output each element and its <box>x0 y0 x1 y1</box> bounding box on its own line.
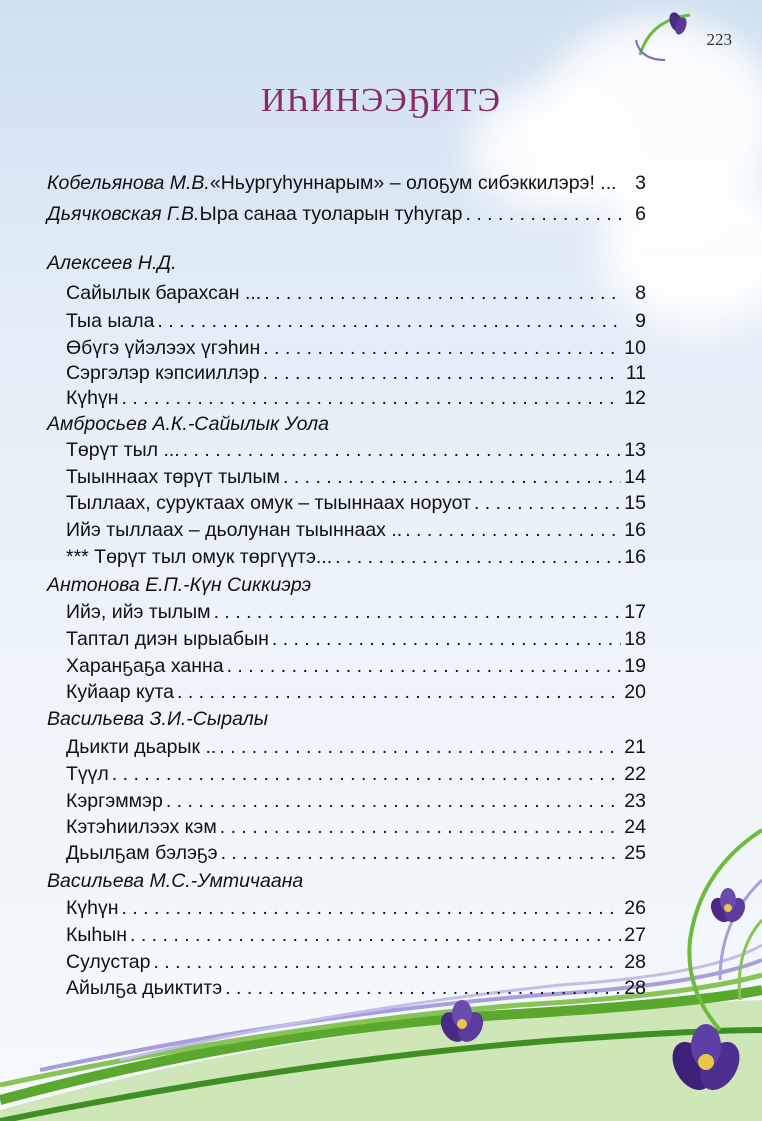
toc-entry-title: Тыллаах, суруктаах омук – тыыннаах норуот <box>66 492 471 514</box>
toc-entry[interactable] <box>66 601 646 624</box>
toc-entry-title: Сэргэлэр кэпсииллэр <box>66 362 260 384</box>
toc-page-number: 28 <box>624 951 646 973</box>
toc-entry[interactable] <box>66 924 646 947</box>
section-heading: Амбросьев А.К.-Сайылык Уола <box>47 413 329 435</box>
toc-entry[interactable] <box>66 763 646 786</box>
toc-page-number: 21 <box>624 736 646 758</box>
leader-dots <box>219 736 621 759</box>
toc-page-number: 12 <box>624 387 646 409</box>
page-number: 223 <box>706 30 732 49</box>
toc-page-number: 6 <box>635 203 646 225</box>
section-heading: Васильева З.И.-Сыралы <box>47 708 269 730</box>
leader-dots <box>272 628 621 651</box>
toc-page-number: 11 <box>625 362 646 384</box>
toc-entry[interactable] <box>66 897 646 920</box>
toc-entry-title: Түүл <box>66 763 109 785</box>
leader-dots <box>263 337 621 360</box>
toc-entry-title: Тыыннаах төрүт тылым <box>66 466 280 488</box>
toc-entry-title: Айылҕа дьиктитэ <box>66 977 223 999</box>
toc-entry-title: Ыра санаа туоларын туһугар <box>199 203 463 225</box>
leader-dots <box>225 977 621 1000</box>
toc-page-number: 16 <box>624 519 646 541</box>
leader-dots <box>177 681 621 704</box>
leader-dots <box>474 492 621 515</box>
leader-dots <box>121 897 621 920</box>
toc-entry[interactable] <box>66 655 646 678</box>
leader-dots <box>405 519 621 542</box>
toc-entry-title: Төрүт тыл ... <box>66 439 180 461</box>
toc-page-number: 14 <box>624 466 646 488</box>
toc-entry-title: Таптал диэн ырыабын <box>66 628 269 650</box>
toc-entry-title: *** Төрүт тыл омук төргүүтэ... <box>66 546 333 568</box>
toc-entry[interactable] <box>66 310 646 333</box>
toc-page-number: 17 <box>624 601 646 623</box>
toc-page-number: 23 <box>624 790 646 812</box>
leader-dots <box>620 172 621 195</box>
toc-entry-title: Ийэ, ийэ тылым <box>66 601 211 623</box>
toc-entry[interactable] <box>66 519 646 542</box>
leader-dots <box>227 655 621 678</box>
toc-page-number: 20 <box>624 681 646 703</box>
toc-author: Дьячковская Г.В. <box>47 203 200 225</box>
toc-entry[interactable] <box>66 362 646 385</box>
leader-dots <box>121 387 621 410</box>
toc-page-number: 8 <box>635 282 646 304</box>
toc-entry-title: Кэтэһиилээх кэм <box>66 816 217 838</box>
toc-entry-title: Куйаар кута <box>66 681 175 703</box>
toc-page-number: 3 <box>635 172 646 194</box>
toc-entry[interactable] <box>66 977 646 1000</box>
toc-entry-title: Кыһын <box>66 924 128 946</box>
toc-entry[interactable] <box>66 337 646 360</box>
leader-dots <box>283 466 621 489</box>
leader-dots <box>264 282 621 305</box>
toc-page-number: 25 <box>624 842 646 864</box>
toc-entry[interactable] <box>66 282 646 305</box>
toc-entry[interactable] <box>66 628 646 651</box>
toc-entry-title: Дьылҕам бэлэҕэ <box>66 842 218 864</box>
toc-entry-title: Тыа ыала <box>66 310 155 332</box>
toc-entry-title: Дьикти дьарык .. <box>66 736 217 758</box>
toc-entry-title: Харанҕаҕа ханна <box>66 655 224 677</box>
toc-entry-title: «Ньургуһуннарым» – олоҕум сибэккилэрэ! ... <box>209 172 617 194</box>
leader-dots <box>335 546 621 569</box>
flower-icon <box>707 888 749 926</box>
flower-icon <box>436 1000 488 1046</box>
toc-entry-title: Сулустар <box>66 951 151 973</box>
toc-author: Кобельянова М.В. <box>47 172 210 194</box>
toc-entry[interactable] <box>66 439 646 462</box>
toc-entry-title: Өбүгэ үйэлээх үгэһин <box>66 337 261 359</box>
toc-page-number: 26 <box>624 897 646 919</box>
leader-dots <box>153 951 621 974</box>
toc-entry[interactable] <box>66 546 646 569</box>
toc-page-number: 13 <box>624 439 646 461</box>
section-heading: Антонова Е.П.-Күн Сиккиэрэ <box>47 574 312 596</box>
section-heading: Алексеев Н.Д. <box>47 252 177 274</box>
toc-page-number: 10 <box>624 337 646 359</box>
toc-entry-title: Ийэ тыллаах – дьолунан тыыннаах .. <box>66 519 403 541</box>
section-heading: Васильева М.С.-Умтичаана <box>47 870 304 892</box>
toc-entry[interactable] <box>66 387 646 410</box>
leader-dots <box>157 310 621 333</box>
leader-dots <box>130 924 621 947</box>
toc-entry[interactable] <box>47 172 646 195</box>
toc-entry-title: Күһүн <box>66 387 119 409</box>
toc-entry[interactable] <box>66 492 646 515</box>
toc-page-number: 24 <box>624 816 646 838</box>
toc-page-number: 27 <box>624 924 646 946</box>
toc-page-number: 28 <box>624 977 646 999</box>
toc-page-number: 9 <box>635 310 646 332</box>
toc-entry-title: Күһүн <box>66 897 119 919</box>
leader-dots <box>214 601 621 624</box>
page-title: ИҺИНЭЭҔИТЭ <box>261 82 501 119</box>
toc-page-number: 18 <box>624 628 646 650</box>
toc-entry[interactable] <box>66 951 646 974</box>
toc-page-number: 22 <box>624 763 646 785</box>
leader-dots <box>262 362 621 385</box>
leader-dots <box>466 203 622 226</box>
leader-dots <box>220 816 621 839</box>
toc-entry-title: Кэргэммэр <box>66 790 163 812</box>
leader-dots <box>183 439 621 462</box>
toc-entry[interactable] <box>66 466 646 489</box>
toc-entry[interactable] <box>66 736 646 759</box>
toc-page-number: 15 <box>624 492 646 514</box>
toc-page-number: 16 <box>624 546 646 568</box>
toc-entry[interactable] <box>66 681 646 704</box>
leader-dots <box>166 790 621 813</box>
flower-icon <box>664 1024 747 1097</box>
leader-dots <box>112 763 621 786</box>
toc-entry[interactable] <box>47 203 646 226</box>
toc-entry[interactable] <box>66 842 646 865</box>
toc-page-number: 19 <box>624 655 646 677</box>
toc-entry[interactable] <box>66 790 646 813</box>
toc-entry[interactable] <box>66 816 646 839</box>
leader-dots <box>221 842 621 865</box>
toc-entry-title: Сайылык барахсан ... <box>66 282 262 304</box>
